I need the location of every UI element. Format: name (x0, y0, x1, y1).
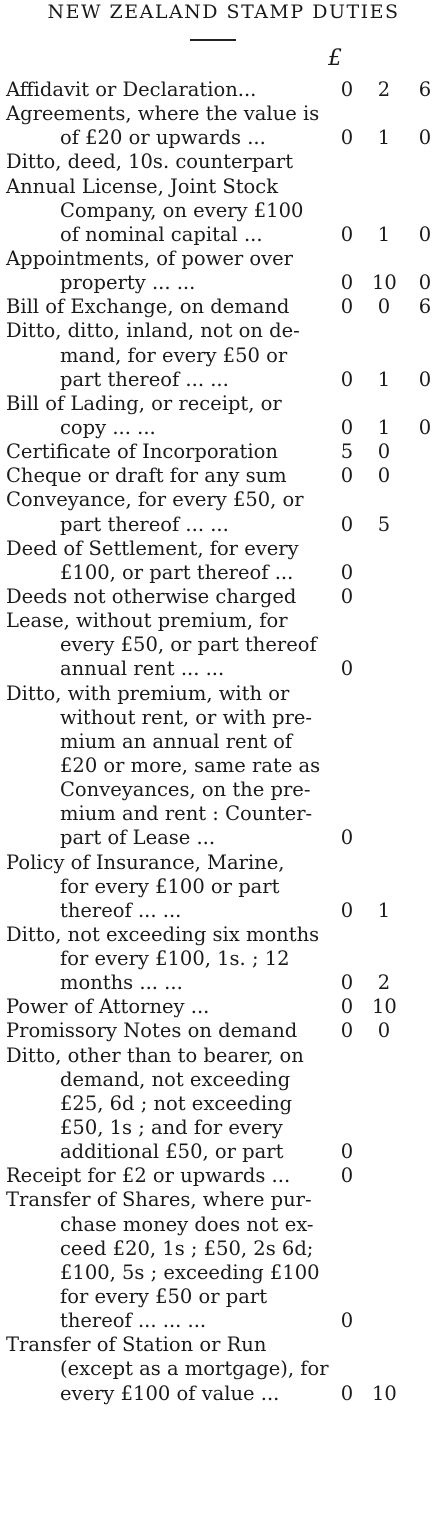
entry-line (0, 223, 447, 247)
entry-line (0, 1068, 447, 1092)
entry-line (0, 1116, 447, 1140)
entry-line (0, 730, 447, 754)
duty-entry (0, 1044, 447, 1165)
entry-label-continuation: copy ... ... (60, 415, 156, 439)
amount-pounds: 0 (340, 584, 354, 608)
entry-label-continuation: £100, 5s ; exceeding £100 (60, 1260, 320, 1284)
amount-pence: 0 (418, 415, 432, 439)
entry-label-continuation: £100, or part thereof ... (60, 560, 294, 584)
amount-shillings: 10 (372, 1381, 397, 1405)
entry-label-continuation: £25, 6d ; not exceeding (60, 1091, 293, 1115)
duty-entry (0, 585, 447, 609)
amount-pounds: 0 (340, 271, 354, 295)
entry-line (0, 150, 447, 174)
entry-line (0, 247, 447, 271)
amount-pence: 6 (418, 78, 432, 101)
amount-shillings: 1 (377, 222, 391, 246)
entry-line (0, 126, 447, 150)
entry-line (0, 899, 447, 923)
entry-label: Ditto, ditto, inland, not on de- (6, 319, 300, 343)
entry-label-continuation: without rent, or with pre- (60, 705, 313, 729)
amount-pounds: 0 (340, 995, 354, 1019)
amount-pounds: 0 (340, 464, 354, 488)
entry-line (0, 344, 447, 368)
duty-entry (0, 1333, 447, 1405)
entry-line (0, 175, 447, 199)
amount-pounds: 0 (340, 657, 354, 681)
amount-pounds: 0 (340, 1309, 354, 1333)
amount-shillings: 0 (377, 295, 391, 319)
entry-label: Agreements, where the value is (6, 102, 320, 126)
entry-line (0, 368, 447, 392)
amount-pence: 0 (418, 222, 432, 246)
amount-shillings: 5 (377, 512, 391, 536)
amount-pounds: 0 (340, 1164, 354, 1188)
duty-entry (0, 609, 447, 681)
entry-line (0, 1044, 447, 1068)
entry-line (0, 78, 447, 102)
duty-entry (0, 150, 447, 174)
amount-pounds: 0 (340, 126, 354, 150)
page-title: NEW ZEALAND STAMP DUTIES (47, 1, 400, 23)
entry-label-continuation: property ... ... (60, 271, 196, 295)
duty-entry (0, 1188, 447, 1333)
entry-line (0, 657, 447, 681)
duty-entry (0, 851, 447, 923)
entry-line (0, 923, 447, 947)
entry-line (0, 875, 447, 899)
duty-entry (0, 682, 447, 851)
entry-line (0, 102, 447, 126)
entry-line (0, 440, 447, 464)
entry-label-continuation: demand, not exceeding (60, 1067, 291, 1091)
entry-label-continuation: of £20 or upwards ... (60, 126, 266, 150)
amount-shillings: 0 (377, 464, 391, 488)
entry-line (0, 295, 447, 319)
entry-label: Ditto, other than to bearer, on (6, 1043, 304, 1067)
amount-pounds: 5 (340, 440, 354, 464)
entry-line (0, 609, 447, 633)
entry-label: Policy of Insurance, Marine, (6, 850, 285, 874)
entry-line (0, 1213, 447, 1237)
entry-label: Promissory Notes on demand (6, 1019, 298, 1043)
amount-pounds: 0 (340, 1140, 354, 1164)
entry-label-continuation: chase money does not ex- (60, 1212, 314, 1236)
entry-line (0, 1285, 447, 1309)
entry-label-continuation: part of Lease ... (60, 826, 216, 850)
amount-pounds: 0 (340, 512, 354, 536)
entry-label-continuation: months ... ... (60, 971, 183, 995)
entry-label: Affidavit or Declaration... (6, 78, 257, 101)
entry-label-continuation: thereof ... ... ... (60, 1309, 207, 1333)
entry-line (0, 971, 447, 995)
entry-line (0, 682, 447, 706)
entry-line (0, 1237, 447, 1261)
entry-label: Bill of Lading, or receipt, or (6, 391, 282, 415)
entry-label-continuation: every £100 of value ... (60, 1381, 280, 1405)
entry-label: Deeds not otherwise charged (6, 584, 297, 608)
amount-pounds: 0 (340, 898, 354, 922)
entry-label-continuation: every £50, or part thereof (60, 633, 317, 657)
entry-line (0, 271, 447, 295)
entry-label-continuation: mium an annual rent of (60, 729, 293, 753)
amount-pence: 0 (418, 367, 432, 391)
duty-entry (0, 247, 447, 295)
entry-line (0, 1382, 447, 1406)
entry-label-continuation: (except as a mortgage), for (60, 1357, 329, 1381)
amount-pounds: 0 (340, 295, 354, 319)
duties-list (0, 78, 447, 1406)
title-divider (190, 39, 236, 41)
entry-label-continuation: Conveyances, on the pre- (60, 778, 311, 802)
entry-label-continuation: additional £50, or part (60, 1140, 284, 1164)
entry-label: Cheque or draft for any sum (6, 464, 287, 488)
entry-line (0, 1140, 447, 1164)
entry-label: Bill of Exchange, on demand (6, 295, 290, 319)
amount-pounds: 0 (340, 826, 354, 850)
entry-line (0, 1019, 447, 1043)
amount-pence: 0 (418, 271, 432, 295)
duty-entry (0, 1019, 447, 1043)
entry-line (0, 1164, 447, 1188)
duty-entry (0, 440, 447, 464)
entry-line (0, 488, 447, 512)
entry-label-continuation: Company, on every £100 (60, 198, 304, 222)
duty-entry (0, 295, 447, 319)
entry-label-continuation: £50, 1s ; and for every (60, 1116, 283, 1140)
amount-pounds: 0 (340, 222, 354, 246)
pounds-column-heading: £ (328, 46, 342, 71)
entry-line (0, 392, 447, 416)
entry-line (0, 802, 447, 826)
duty-entry (0, 175, 447, 247)
entry-label-continuation: mand, for every £50 or (60, 343, 288, 367)
duty-entry (0, 319, 447, 391)
amount-pounds: 0 (340, 1019, 354, 1043)
entry-label: Conveyance, for every £50, or (6, 488, 304, 512)
amount-shillings: 2 (377, 971, 391, 995)
amount-shillings: 0 (377, 1019, 391, 1043)
amount-pounds: 0 (340, 367, 354, 391)
duty-entry (0, 537, 447, 585)
amount-shillings: 1 (377, 126, 391, 150)
entry-line (0, 851, 447, 875)
entry-line (0, 778, 447, 802)
entry-label: Annual License, Joint Stock (6, 174, 279, 198)
amount-pence: 0 (418, 126, 432, 150)
duty-entry (0, 488, 447, 536)
duty-entry (0, 464, 447, 488)
entry-label-continuation: annual rent ... ... (60, 657, 225, 681)
entry-line (0, 826, 447, 850)
entry-line (0, 947, 447, 971)
entry-line (0, 1261, 447, 1285)
entry-label: Transfer of Station or Run (6, 1333, 267, 1357)
amount-shillings: 2 (377, 78, 391, 101)
entry-line (0, 1092, 447, 1116)
duty-entry (0, 392, 447, 440)
duty-entry (0, 923, 447, 995)
entry-label: Lease, without premium, for (6, 609, 288, 633)
entry-line (0, 633, 447, 657)
entry-label-continuation: for every £100, 1s. ; 12 (60, 947, 290, 971)
entry-label-continuation: for every £100 or part (60, 874, 280, 898)
entry-line (0, 199, 447, 223)
amount-shillings: 1 (377, 415, 391, 439)
entry-line (0, 754, 447, 778)
entry-label: Ditto, deed, 10s. counterpart (6, 150, 294, 174)
duty-entry (0, 995, 447, 1019)
entry-line (0, 416, 447, 440)
entry-label-continuation: part thereof ... ... (60, 367, 229, 391)
entry-label-continuation: £20 or more, same rate as (60, 753, 321, 777)
duty-entry (0, 1164, 447, 1188)
amount-shillings: 10 (372, 271, 397, 295)
entry-line (0, 464, 447, 488)
duty-entry (0, 102, 447, 150)
amount-pounds: 0 (340, 560, 354, 584)
amount-shillings: 10 (372, 995, 397, 1019)
amount-shillings: 0 (377, 440, 391, 464)
entry-line (0, 706, 447, 730)
entry-label: Appointments, of power over (6, 246, 293, 270)
entry-label: Power of Attorney ... (6, 995, 210, 1019)
entry-line (0, 995, 447, 1019)
entry-line (0, 1309, 447, 1333)
amount-pounds: 0 (340, 415, 354, 439)
entry-label-continuation: mium and rent : Counter- (60, 802, 313, 826)
entry-line (0, 1333, 447, 1357)
amount-shillings: 1 (377, 367, 391, 391)
duty-entry (0, 78, 447, 102)
entry-line (0, 319, 447, 343)
entry-line (0, 561, 447, 585)
entry-label: Certificate of Incorporation (6, 440, 278, 464)
entry-line (0, 537, 447, 561)
entry-line (0, 1357, 447, 1381)
entry-label: Receipt for £2 or upwards ... (6, 1164, 291, 1188)
entry-label: Ditto, with premium, with or (6, 681, 290, 705)
entry-label: Ditto, not exceeding six months (6, 922, 320, 946)
entry-label-continuation: thereof ... ... (60, 898, 182, 922)
entry-label: Deed of Settlement, for every (6, 536, 299, 560)
entry-label-continuation: for every £50 or part (60, 1285, 268, 1309)
entry-label: Transfer of Shares, where pur- (6, 1188, 312, 1212)
entry-line (0, 585, 447, 609)
amount-pounds: 0 (340, 1381, 354, 1405)
entry-label-continuation: part thereof ... ... (60, 512, 229, 536)
entry-label-continuation: of nominal capital ... (60, 222, 263, 246)
amount-pounds: 0 (340, 971, 354, 995)
amount-pounds: 0 (340, 78, 354, 101)
amount-shillings: 1 (377, 898, 391, 922)
entry-label-continuation: ceed £20, 1s ; £50, 2s 6d; (60, 1236, 314, 1260)
entry-line (0, 513, 447, 537)
amount-pence: 6 (418, 295, 432, 319)
entry-line (0, 1188, 447, 1212)
